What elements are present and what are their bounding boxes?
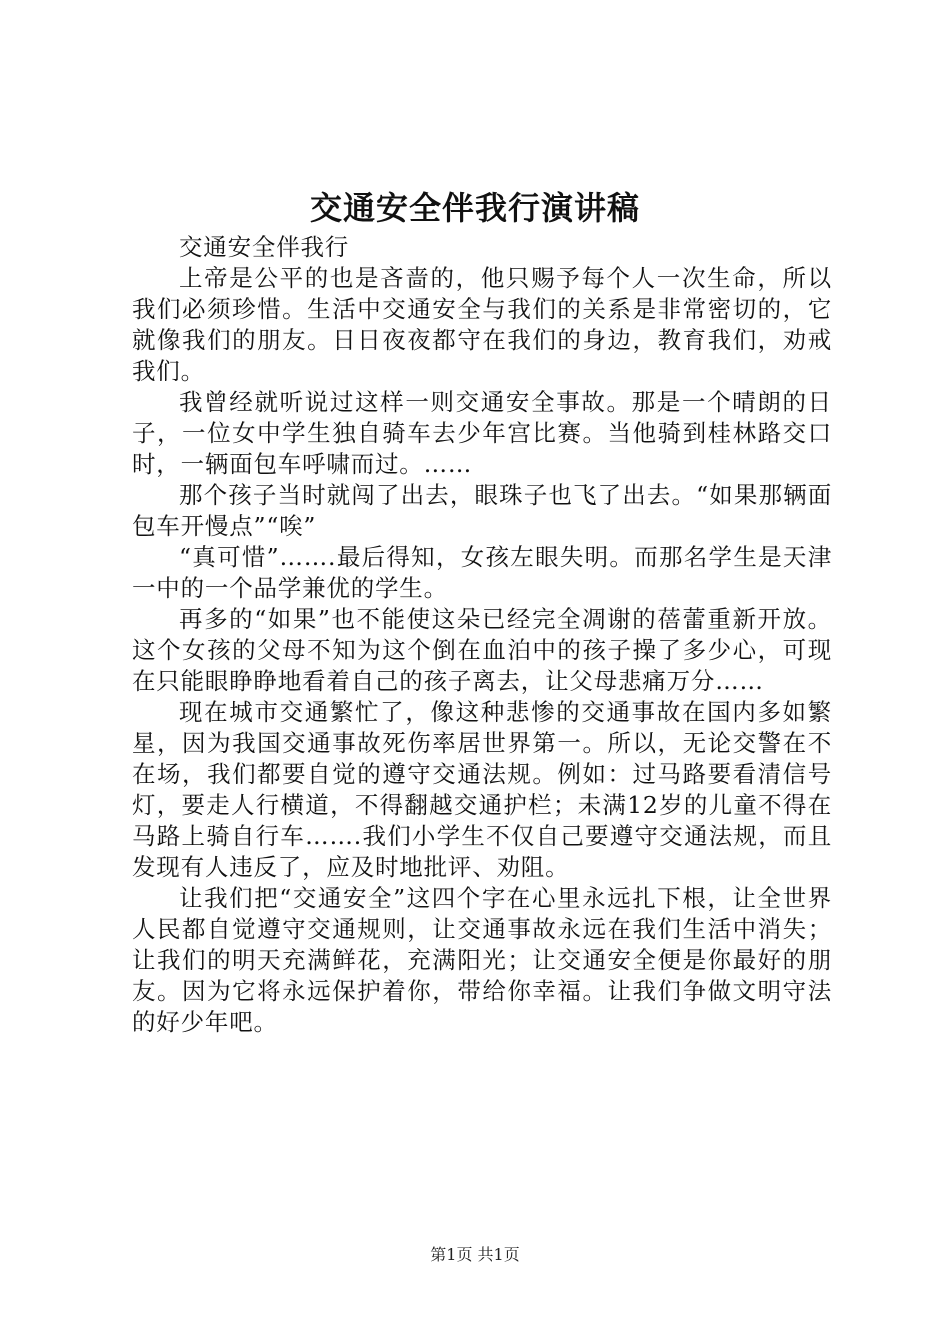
paragraph: 现在城市交通繁忙了，像这种悲惨的交通事故在国内多如繁星，因为我国交通事故死伤率居世界第一。所以，无论交警在不在场，我们都要自觉的遵守交通法规。例如：过马路要看清信号灯，要走人行横道，不得翻越交通护栏；未满12岁的儿童不得在马路上骑自行车…….我们小学生不仅自己要遵守交通法规，而且发现有人违反了，应及时地批评、劝阻。 bbox=[132, 698, 832, 881]
paragraph: 那个孩子当时就闯了出去，眼珠子也飞了出去。“如果那辆面包车开慢点”“唉” bbox=[132, 481, 832, 540]
paragraph-subtitle: 交通安全伴我行 bbox=[179, 233, 350, 261]
document-body bbox=[132, 232, 832, 1038]
paragraph: 我曾经就听说过这样一则交通安全事故。那是一个晴朗的日子，一位女中学生独自骑车去少年宫比赛。当他骑到桂林路交口时，一辆面包车呼啸而过。…… bbox=[132, 388, 832, 478]
paragraph: “真可惜”…….最后得知，女孩左眼失明。而那名学生是天津一中的一个品学兼优的学生。 bbox=[132, 543, 832, 602]
paragraph: 让我们把“交通安全”这四个字在心里永远扎下根，让全世界人民都自觉遵守交通规则，让交通事故永远在我们生活中消失；让我们的明天充满鲜花，充满阳光；让交通安全便是你最好的朋友。因为它将永远保护着你，带给你幸福。让我们争做文明守法的好少年吧。 bbox=[132, 884, 832, 1036]
paragraph: 上帝是公平的也是吝啬的，他只赐予每个人一次生命，所以我们必须珍惜。生活中交通安全与我们的关系是非常密切的，它就像我们的朋友。日日夜夜都守在我们的身边，教育我们，劝戒我们。 bbox=[132, 264, 832, 385]
document-title: 交通安全伴我行演讲稿 bbox=[309, 189, 640, 227]
page-number-footer: 第1页 共1页 bbox=[430, 1245, 520, 1264]
paragraph: 再多的“如果”也不能使这朵已经完全凋谢的蓓蕾重新开放。这个女孩的父母不知为这个倒在血泊中的孩子操了多少心，可现在只能眼睁睁地看着自己的孩子离去，让父母悲痛万分…… bbox=[132, 605, 832, 695]
